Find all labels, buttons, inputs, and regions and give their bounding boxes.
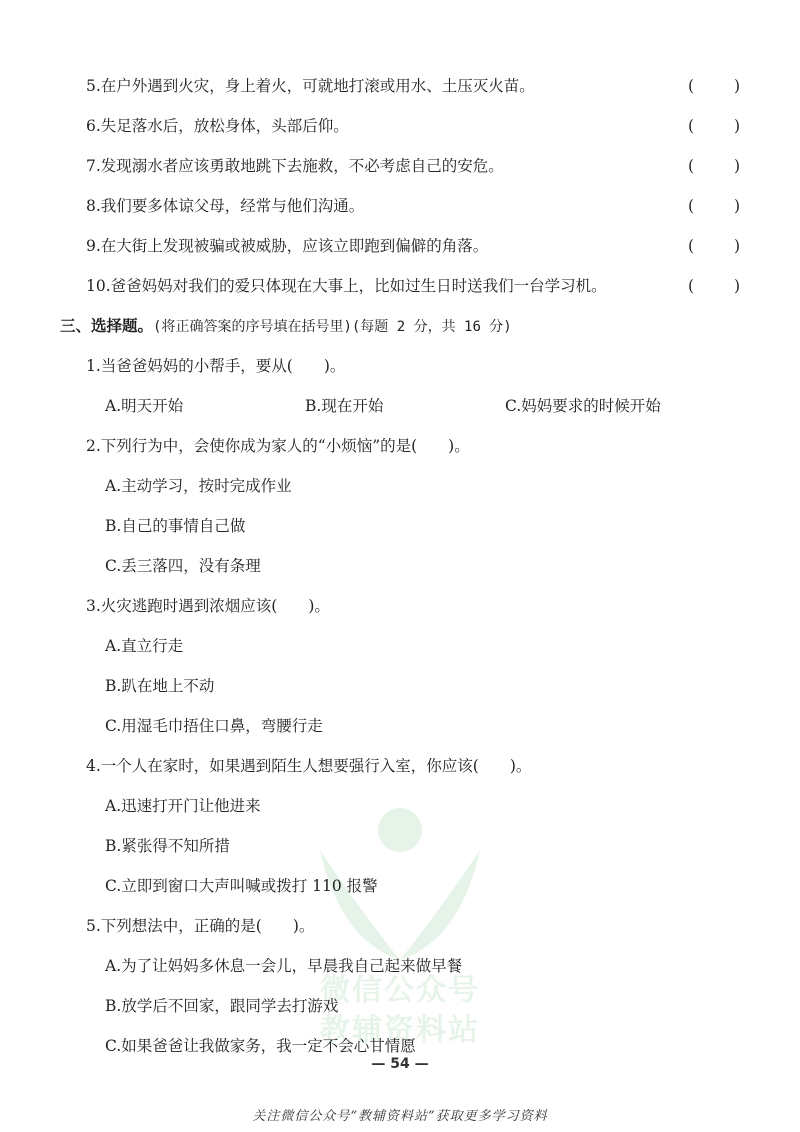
option-2a[interactable]: A.主动学习，按时完成作业 — [105, 477, 292, 495]
judge-item-6: 6.失足落水后，放松身体，头部后仰。 — [86, 117, 349, 135]
answer-paren-8[interactable]: ( ) — [688, 197, 740, 215]
section-heading — [60, 316, 512, 337]
judge-item-7: 7.发现溺水者应该勇敢地跳下去施救，不必考虑自己的安危。 — [86, 157, 504, 175]
option-3a[interactable]: A.直立行走 — [105, 637, 184, 655]
option-1b[interactable]: B.现在开始 — [305, 397, 384, 415]
choice-options-1 — [105, 396, 705, 416]
option-3c[interactable]: C.用湿毛巾捂住口鼻，弯腰行走 — [105, 717, 323, 735]
answer-paren-6[interactable]: ( ) — [688, 117, 740, 135]
choice-question-1: 1.当爸爸妈妈的小帮手，要从( )。 — [86, 357, 346, 375]
answer-paren-5[interactable]: ( ) — [688, 77, 740, 95]
choice-question-5: 5.下列想法中，正确的是( )。 — [86, 917, 315, 935]
option-5a[interactable]: A.为了让妈妈多休息一会儿，早晨我自己起来做早餐 — [105, 957, 463, 975]
watermark-text-line1: 微信公众号 — [320, 973, 480, 1008]
section-title: 三、选择题。 — [60, 317, 154, 335]
judge-item-9: 9.在大街上发现被骗或被威胁，应该立即跑到偏僻的角落。 — [86, 237, 489, 255]
choice-question-2: 2.下列行为中，会使你成为家人的“小烦恼”的是( )。 — [86, 437, 470, 455]
option-4b[interactable]: B.紧张得不知所措 — [105, 837, 230, 855]
choice-question-4: 4.一个人在家时，如果遇到陌生人想要强行入室，你应该( )。 — [86, 757, 532, 775]
judge-item-8: 8.我们要多体谅父母，经常与他们沟通。 — [86, 197, 365, 215]
answer-paren-9[interactable]: ( ) — [688, 237, 740, 255]
option-2c[interactable]: C.丢三落四，没有条理 — [105, 557, 261, 575]
judge-item-5: 5.在户外遇到火灾，身上着火，可就地打滚或用水、土压灭火苗。 — [86, 77, 535, 95]
page-number: — 54 — — [371, 1056, 429, 1072]
watermark-text-line2: 教辅资料站 — [320, 1013, 480, 1048]
section-note: (将正确答案的序号填在括号里)(每题 2 分，共 16 分) — [153, 319, 512, 335]
option-5c[interactable]: C.如果爸爸让我做家务，我一定不会心甘情愿 — [105, 1037, 416, 1055]
answer-paren-10[interactable]: ( ) — [688, 277, 740, 295]
option-5b[interactable]: B.放学后不回家，跟同学去打游戏 — [105, 997, 339, 1015]
option-4c[interactable]: C.立即到窗口大声叫喊或拨打 110 报警 — [105, 877, 378, 895]
option-2b[interactable]: B.自己的事情自己做 — [105, 517, 246, 535]
option-1c[interactable]: C.妈妈要求的时候开始 — [505, 397, 661, 415]
option-4a[interactable]: A.迅速打开门让他进来 — [105, 797, 261, 815]
choice-question-3: 3.火灾逃跑时遇到浓烟应该( )。 — [86, 597, 330, 615]
option-1a[interactable]: A.明天开始 — [105, 397, 184, 415]
judge-item-10: 10.爸爸妈妈对我们的爱只体现在大事上，比如过生日时送我们一台学习机。 — [86, 277, 607, 295]
footer-text: 关注微信公众号“教辅资料站”获取更多学习资料 — [252, 1109, 548, 1124]
answer-paren-7[interactable]: ( ) — [688, 157, 740, 175]
option-3b[interactable]: B.趴在地上不动 — [105, 677, 215, 695]
